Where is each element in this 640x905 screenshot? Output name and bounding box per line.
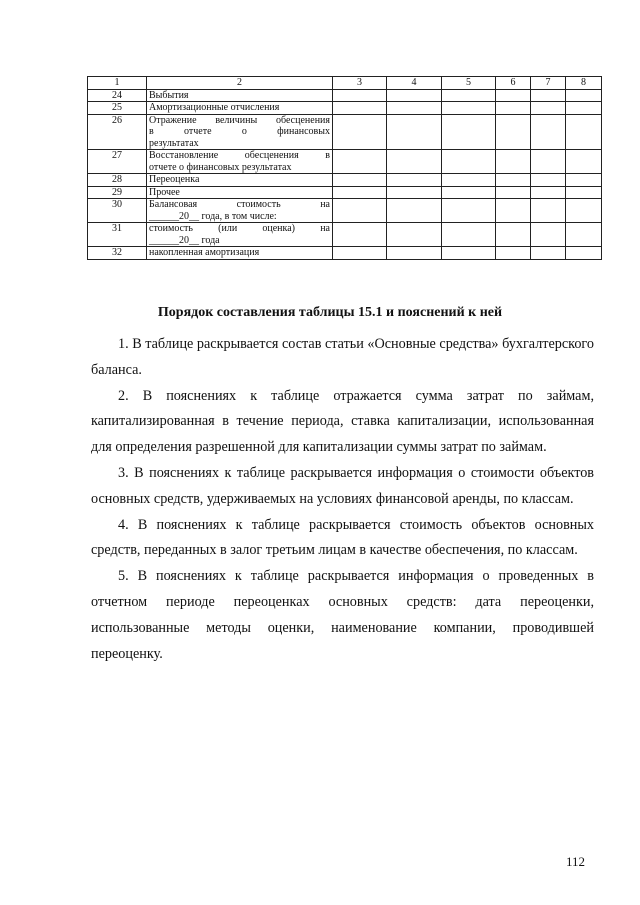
empty-cell bbox=[496, 114, 531, 150]
page-number: 112 bbox=[566, 854, 586, 869]
empty-cell bbox=[442, 102, 496, 115]
column-header: 8 bbox=[566, 77, 602, 90]
description-line: стоимость (или оценка) на bbox=[149, 223, 330, 234]
paragraph: 2. В пояснениях к таблице отражается сумма затрат по займам, капитализированная в течение периода, ставка капитализации, использованная для определения разрешенной для капитализации суммы затрат по займам. bbox=[91, 387, 594, 456]
paragraph: 3. В пояснениях к таблице раскрывается информация о стоимости объектов основных средств, удерживаемых на условиях финансовой аренды, по классам. bbox=[91, 464, 594, 507]
row-description bbox=[147, 247, 333, 260]
table-body bbox=[88, 77, 602, 260]
empty-cell bbox=[531, 174, 566, 187]
empty-cell bbox=[566, 247, 602, 260]
column-header: 1 bbox=[88, 77, 147, 90]
row-description bbox=[147, 186, 333, 199]
column-header: 6 bbox=[496, 77, 531, 90]
row-description bbox=[147, 102, 333, 115]
empty-cell bbox=[333, 114, 387, 150]
empty-cell bbox=[442, 150, 496, 174]
row-number: 27 bbox=[88, 150, 147, 174]
empty-cell bbox=[442, 186, 496, 199]
empty-cell bbox=[333, 89, 387, 102]
table-header-row bbox=[88, 77, 602, 90]
description-line: накопленная амортизация bbox=[149, 247, 260, 258]
row-description bbox=[147, 199, 333, 223]
empty-cell bbox=[387, 114, 442, 150]
row-number: 25 bbox=[88, 102, 147, 115]
empty-cell bbox=[496, 223, 531, 247]
empty-cell bbox=[442, 199, 496, 223]
table-row bbox=[88, 186, 602, 199]
table-row bbox=[88, 223, 602, 247]
empty-cell bbox=[531, 247, 566, 260]
row-number: 28 bbox=[88, 174, 147, 187]
paragraph: 5. В пояснениях к таблице раскрывается информация о проведенных в отчетном периоде переоценках основных средств: дата переоценки, использованные методы оценки, наименование компании, проводившей переоценку. bbox=[91, 568, 594, 662]
empty-cell bbox=[387, 150, 442, 174]
empty-cell bbox=[531, 114, 566, 150]
paragraph: 4. В пояснениях к таблице раскрывается стоимость объектов основных средств, переданных в залог третьим лицам в качестве обеспечения, по классам. bbox=[91, 516, 594, 559]
row-number: 31 bbox=[88, 223, 147, 247]
empty-cell bbox=[566, 114, 602, 150]
row-number: 24 bbox=[88, 89, 147, 102]
empty-cell bbox=[531, 150, 566, 174]
empty-cell bbox=[333, 174, 387, 187]
empty-cell bbox=[531, 186, 566, 199]
description-line: Прочее bbox=[149, 186, 180, 198]
empty-cell bbox=[531, 102, 566, 115]
row-description bbox=[147, 150, 333, 174]
empty-cell bbox=[496, 186, 531, 199]
empty-cell bbox=[333, 223, 387, 247]
empty-cell bbox=[566, 174, 602, 187]
description-line: результатах bbox=[149, 137, 199, 149]
empty-cell bbox=[496, 150, 531, 174]
empty-cell bbox=[566, 150, 602, 174]
description-line: Амортизационные отчисления bbox=[149, 102, 280, 113]
section-heading: Порядок составления таблицы 15.1 и пояснений к ней bbox=[157, 305, 503, 320]
empty-cell bbox=[531, 89, 566, 102]
empty-cell bbox=[333, 186, 387, 199]
description-line: ______20__ года bbox=[149, 234, 220, 246]
description-line: в отчете о финансовых bbox=[149, 126, 330, 137]
empty-cell bbox=[387, 89, 442, 102]
description-line: Переоценка bbox=[149, 174, 200, 185]
description-line: Отражение величины обесценения bbox=[149, 114, 330, 126]
empty-cell bbox=[387, 247, 442, 260]
empty-cell bbox=[387, 174, 442, 187]
empty-cell bbox=[442, 114, 496, 150]
table-row bbox=[88, 114, 602, 150]
description-line: Восстановление обесценения в bbox=[149, 150, 330, 161]
paragraph: 1. В таблице раскрывается состав статьи «Основные средства» бухгалтерского баланса. bbox=[91, 336, 594, 378]
empty-cell bbox=[442, 89, 496, 102]
empty-cell bbox=[333, 102, 387, 115]
empty-cell bbox=[566, 223, 602, 247]
table-row bbox=[88, 247, 602, 260]
column-header: 2 bbox=[147, 77, 333, 90]
empty-cell bbox=[333, 247, 387, 260]
empty-cell bbox=[496, 174, 531, 187]
empty-cell bbox=[531, 223, 566, 247]
table-row bbox=[88, 199, 602, 223]
description-line: Выбытия bbox=[149, 89, 189, 101]
empty-cell bbox=[566, 102, 602, 115]
empty-cell bbox=[496, 102, 531, 115]
empty-cell bbox=[566, 89, 602, 102]
column-header: 4 bbox=[387, 77, 442, 90]
empty-cell bbox=[442, 223, 496, 247]
row-number: 26 bbox=[88, 114, 147, 150]
body-text bbox=[91, 332, 594, 667]
empty-cell bbox=[531, 199, 566, 223]
description-line: Балансовая стоимость на bbox=[149, 199, 330, 210]
empty-cell bbox=[333, 150, 387, 174]
table-row bbox=[88, 174, 602, 187]
column-header: 7 bbox=[531, 77, 566, 90]
column-header: 5 bbox=[442, 77, 496, 90]
data-table bbox=[87, 76, 602, 260]
empty-cell bbox=[496, 199, 531, 223]
row-number: 32 bbox=[88, 247, 147, 260]
empty-cell bbox=[387, 223, 442, 247]
column-header: 3 bbox=[333, 77, 387, 90]
empty-cell bbox=[566, 199, 602, 223]
empty-cell bbox=[496, 247, 531, 260]
row-number: 30 bbox=[88, 199, 147, 223]
description-line: ______20__ года, в том числе: bbox=[149, 210, 277, 222]
row-number: 29 bbox=[88, 186, 147, 199]
empty-cell bbox=[442, 174, 496, 187]
empty-cell bbox=[387, 102, 442, 115]
empty-cell bbox=[387, 186, 442, 199]
table-row bbox=[88, 102, 602, 115]
description-line: отчете о финансовых результатах bbox=[149, 161, 292, 173]
table-row bbox=[88, 150, 602, 174]
empty-cell bbox=[387, 199, 442, 223]
empty-cell bbox=[566, 186, 602, 199]
row-description bbox=[147, 174, 333, 187]
empty-cell bbox=[442, 247, 496, 260]
table-row bbox=[88, 89, 602, 102]
row-description bbox=[147, 223, 333, 247]
empty-cell bbox=[333, 199, 387, 223]
row-description bbox=[147, 114, 333, 150]
row-description bbox=[147, 89, 333, 102]
empty-cell bbox=[496, 89, 531, 102]
